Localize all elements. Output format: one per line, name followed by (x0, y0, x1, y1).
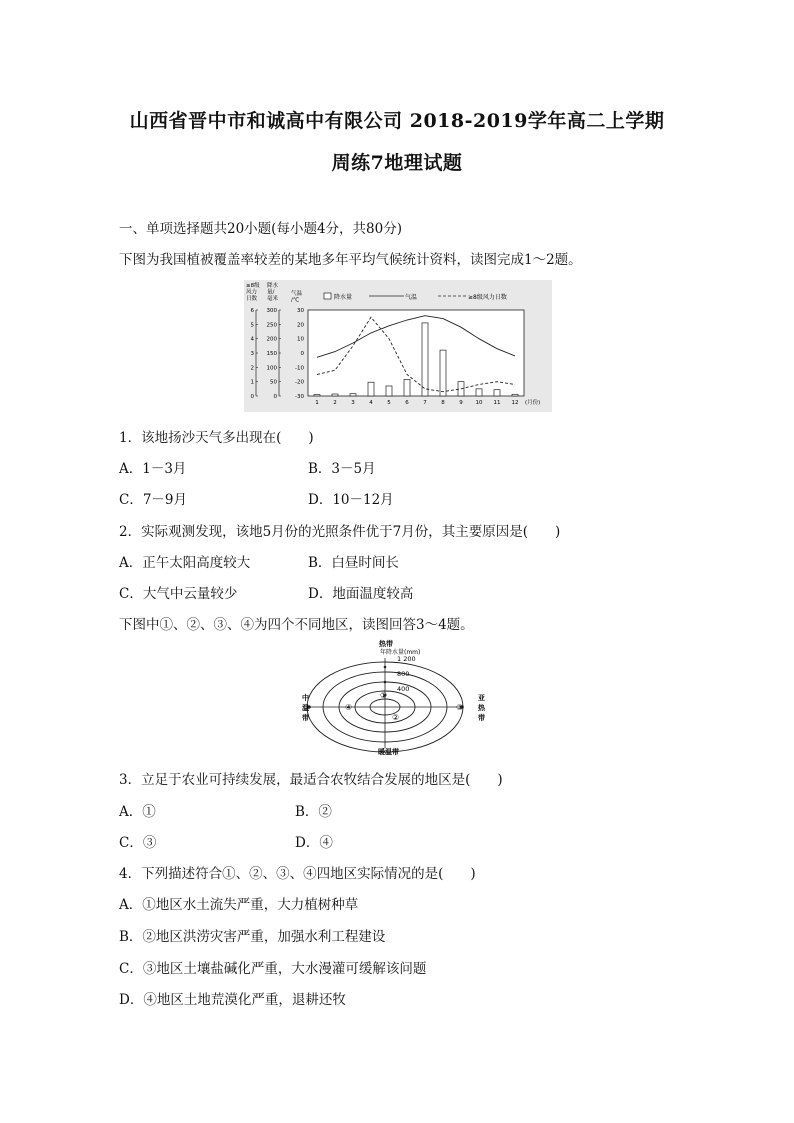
month-label: 6 (405, 400, 409, 406)
month-label: 3 (351, 400, 355, 406)
month-label: 2 (333, 400, 337, 406)
legend-temp: 气温 (405, 294, 418, 301)
q1-option-a[interactable]: A．1－3月 (119, 461, 187, 477)
wind-axis-label: 日数 (246, 296, 258, 302)
q2-option-a[interactable]: A．正午太阳高度较大 (119, 555, 251, 571)
q1-option-b[interactable]: B．3－5月 (308, 461, 376, 477)
temp-tick-label: -10 (295, 365, 304, 372)
month-label: 12 (511, 400, 519, 406)
wind-tick-label: 4 (250, 336, 254, 343)
tick-dot-1 (384, 666, 387, 669)
climate-chart (244, 280, 552, 416)
wind-tick-label: 6 (250, 308, 254, 314)
precip-axis-label: 年降水量(mm) (380, 649, 421, 656)
precip-bar (332, 394, 338, 396)
wind-tick-label: 3 (250, 351, 254, 357)
legend-bar-swatch (324, 293, 331, 299)
temperate-label-2: 温 (302, 704, 309, 712)
temp-tick-label: 0 (300, 351, 304, 357)
marker-2: ② (392, 713, 400, 722)
subtropical-label-1: 亚 (478, 694, 485, 702)
climate-chart-svg (244, 280, 552, 412)
tropical-label: 热带 (379, 640, 393, 648)
question-1-stem: 1．该地扬沙天气多出现在( ) (119, 430, 314, 446)
question-3-stem: 3．立足于农业可持续发展，最适合农牧结合发展的地区是( ) (119, 772, 503, 788)
q1-option-c[interactable]: C．7－9月 (119, 492, 188, 508)
month-label: 1 (315, 400, 319, 406)
question-4-stem: 4．下列描述符合①、②、③、④四地区实际情况的是( ) (119, 866, 476, 882)
wind-tick-label: 2 (250, 365, 254, 372)
wind-tick-label: 5 (250, 322, 254, 329)
temp-axis-label: 气温 (291, 291, 303, 297)
temp-tick-label: -30 (295, 394, 304, 400)
precip-tick-label: 250 (266, 322, 277, 329)
precip-bar (350, 394, 356, 396)
precip-bar (512, 394, 518, 396)
temperate-label-1: 中 (302, 694, 309, 702)
intro-text-1: 下图为我国植被覆盖率较差的某地多年平均气候统计资料，读图完成1～2题。 (119, 252, 582, 268)
precip-tick-label: 50 (270, 379, 277, 386)
month-label: 10 (475, 400, 483, 406)
legend-precip: 降水量 (334, 294, 353, 301)
q2-option-d[interactable]: D．地面温度较高 (308, 586, 414, 602)
q3-option-b[interactable]: B．② (295, 804, 332, 820)
temp-axis-label: /℃ (291, 297, 300, 304)
wind-tick-label: 1 (250, 379, 254, 386)
q3-option-a[interactable]: A．① (119, 804, 156, 820)
section-heading: 一、单项选择题共20小题(每小题4分，共80分) (119, 221, 402, 237)
precip-axis-label: 量/ (267, 289, 275, 296)
subtropical-label-3: 带 (478, 714, 485, 722)
marker-4: ④ (345, 703, 353, 712)
precip-bar (494, 390, 500, 396)
precip-bar (404, 379, 410, 396)
month-label: 11 (493, 400, 501, 406)
precip-axis-label: 毫米 (267, 296, 279, 302)
tick-400: 400 (397, 685, 410, 693)
page-title: 山西省晋中市和诚高中有限公司 2018-2019学年高二上学期 (129, 110, 665, 132)
wind-axis-label: ≥8级 (246, 283, 260, 289)
precip-bar (422, 323, 428, 396)
precip-bar (368, 382, 374, 396)
precip-axis-label: 降水 (267, 283, 279, 289)
month-label: 8 (441, 400, 445, 406)
precip-tick-label: 0 (273, 394, 277, 400)
tick-800: 800 (397, 670, 410, 678)
precip-tick-label: 200 (266, 336, 277, 343)
temperate-label-3: 带 (302, 714, 309, 722)
temp-tick-label: -20 (295, 379, 304, 386)
warm-temperate-label: 暖温带 (378, 748, 399, 756)
wind-axis-label: 风力 (246, 289, 258, 296)
precip-bar (476, 389, 482, 396)
subtropical-label-2: 热 (478, 704, 485, 712)
q1-option-d[interactable]: D．10－12月 (308, 492, 394, 508)
q2-option-b[interactable]: B．白昼时间长 (308, 555, 399, 571)
q4-option-b[interactable]: B．②地区洪涝灾害严重，加强水利工程建设 (119, 929, 386, 945)
month-label: 9 (459, 400, 463, 406)
plot-area (308, 310, 524, 396)
q3-option-d[interactable]: D．④ (295, 835, 333, 851)
precip-bar (386, 386, 392, 396)
precip-tick-label: 150 (266, 351, 277, 357)
marker-1: ① (380, 691, 388, 700)
page-subtitle: 周练7地理试题 (331, 152, 463, 174)
month-label: 4 (369, 400, 373, 406)
precip-tick-label: 100 (266, 365, 277, 372)
q4-option-a[interactable]: A．①地区水土流失严重，大力植树种草 (119, 897, 359, 913)
x-unit-label: (月份) (525, 400, 541, 406)
q2-option-c[interactable]: C．大气中云量较少 (119, 586, 238, 602)
q3-option-c[interactable]: C．③ (119, 835, 157, 851)
zone-diagram-svg (300, 636, 500, 756)
temp-tick-label: 20 (297, 322, 304, 329)
precip-tick-label: 300 (266, 308, 277, 314)
month-label: 7 (423, 400, 427, 406)
question-2-stem: 2．实际观测发现，该地5月份的光照条件优于7月份，其主要原因是( ) (119, 524, 561, 540)
precip-bar (314, 395, 320, 396)
wind-tick-label: 0 (250, 394, 254, 400)
tick-1200: 1 200 (397, 655, 416, 663)
temp-tick-label: 30 (297, 308, 304, 314)
intro-text-2: 下图中①、②、③、④为四个不同地区，读图回答3～4题。 (119, 617, 474, 633)
tick-dot-2 (384, 681, 387, 684)
month-label: 5 (387, 400, 391, 406)
legend-wind: ≥8级风力日数 (468, 294, 507, 301)
temp-tick-label: 10 (297, 336, 304, 343)
q4-option-c[interactable]: C．③地区土壤盐碱化严重，大水漫灌可缓解该问题 (119, 961, 427, 977)
precip-bar (440, 350, 446, 396)
marker-3: ③ (456, 703, 464, 712)
zone-diagram (300, 636, 500, 760)
q4-option-d[interactable]: D．④地区土地荒漠化严重，退耕还牧 (119, 992, 346, 1008)
